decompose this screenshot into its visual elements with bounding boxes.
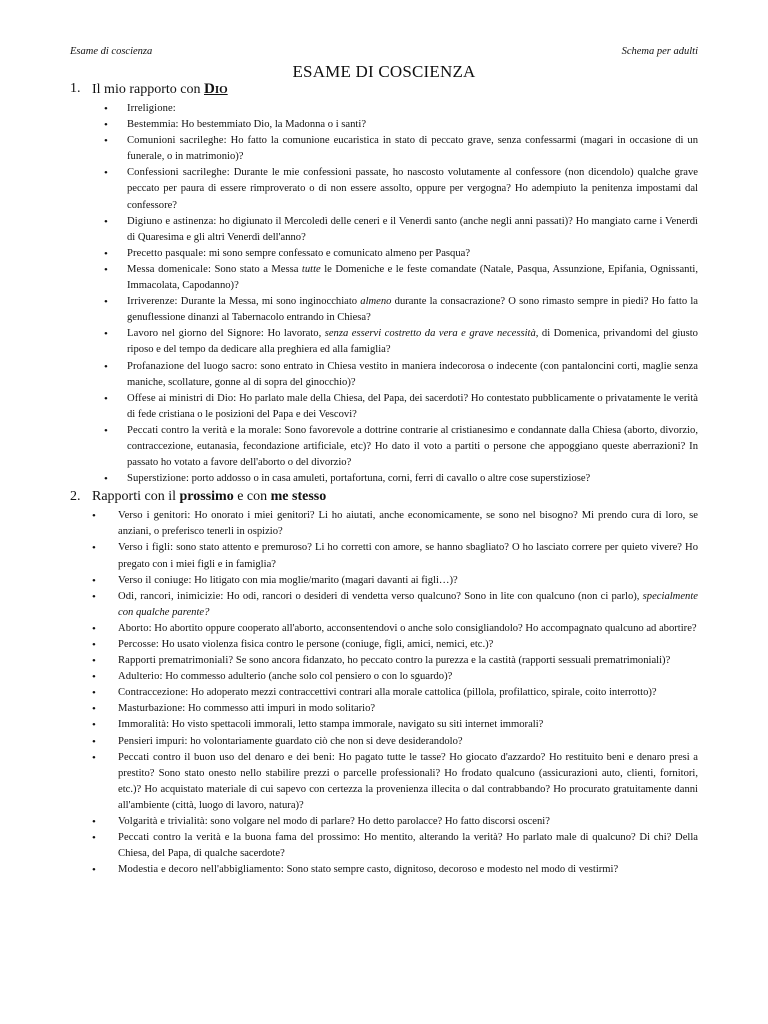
bullet-icon: •	[92, 622, 96, 635]
document-body	[70, 80, 698, 878]
list-item	[70, 326, 698, 358]
list-item	[70, 830, 698, 862]
item-label: Offese ai ministri di Dio:	[127, 392, 237, 404]
section-1-list	[70, 101, 698, 487]
item-label: Peccati contro la verità e la morale:	[127, 424, 282, 436]
item-text: Ho fatto la comunione eucaristica in stato di peccato grave, senza confessarmi (magari in occasione di un funerale, o in matrimonio)?	[127, 135, 698, 163]
list-item	[70, 717, 698, 733]
bullet-icon: •	[104, 296, 108, 309]
list-item	[70, 589, 698, 621]
bullet-icon: •	[92, 832, 96, 845]
item-text-italic: senza esservi costretto da vera e grave necessità,	[324, 328, 539, 340]
section-2-heading-d: me stesso	[270, 489, 327, 505]
bullet-icon: •	[104, 424, 108, 437]
item-label: Confessioni sacrileghe:	[127, 167, 230, 179]
item-text-italic: tutte	[301, 263, 321, 275]
section-2-number: 2.	[70, 489, 81, 505]
item-text: Sono favorevole a dottrine contrarie al cristianesimo e condannate dalla Chiesa (aborto, divorzio, contraccezione, eutanasia, fecondazione artificiale, etc)? Ho dato il voto a partiti o persone che appoggiano queste aberrazioni? In passato ho votato a favore dell'aborto o del divorzio?	[127, 424, 698, 469]
list-item	[70, 101, 698, 117]
item-label: Irreligione:	[127, 103, 176, 114]
item-label: Pensieri impuri:	[118, 735, 188, 747]
section-2-heading-a: Rapporti con il	[92, 489, 180, 505]
item-text: Sono stato a Messa	[211, 263, 302, 275]
item-label: Digiuno e astinenza:	[127, 215, 217, 227]
bullet-icon: •	[92, 510, 96, 523]
list-item	[70, 540, 698, 572]
item-text: sono entrato in Chiesa vestito in maniera indecorosa o indecente (con pantaloncini corti, maglie senza maniche, scollature, gonne al di sopra del ginocchio)?	[127, 360, 698, 388]
item-label: Verso i figli:	[118, 542, 174, 554]
bullet-icon: •	[92, 703, 96, 716]
item-label: Aborto:	[118, 622, 152, 634]
item-text: Ho onorato i miei genitori? Li ho aiutati, anche economicamente, se sono nel bisogno? Mi prendo cura di loro, se anziani, o preferisco tenerli in ospizio?	[118, 510, 698, 538]
item-text: Ho usato violenza fisica contro le persone (coniuge, figli, amici, nemici, etc.)?	[158, 639, 494, 650]
bullet-icon: •	[92, 719, 96, 732]
item-text: Ho odi, rancori o desideri di vendetta verso qualcuno? Sono in lite con qualcuno (non ci parlo),	[223, 590, 643, 602]
bullet-icon: •	[104, 103, 108, 115]
item-label: Rapporti prematrimoniali?	[118, 655, 234, 667]
item-text: durante la consacrazione? O sono rimasto sempre in piedi? Ho fatto la genuflessione dinanzi al Tabernacolo entrando in Chiesa?	[127, 296, 698, 324]
list-item	[70, 133, 698, 165]
item-text: Ho parlato male della Chiesa, del Papa, dei sacerdoti? Ho contestato pubblicamente o privatamente le verità di fede cristiana o le posizioni del Papa e dei Vescovi?	[127, 392, 698, 420]
list-item	[70, 637, 698, 653]
section-2-heading	[70, 488, 698, 506]
list-item	[70, 471, 698, 487]
list-item	[70, 508, 698, 540]
list-item	[70, 621, 698, 637]
item-label: Volgarità e trivialità:	[118, 816, 208, 828]
item-text: Durante la Messa, mi sono inginocchiato	[177, 296, 361, 308]
bullet-icon: •	[104, 167, 108, 180]
header-left: Esame di coscienza	[70, 46, 153, 57]
item-label: Bestemmia:	[127, 119, 179, 131]
list-item	[70, 814, 698, 830]
item-text: le Domeniche e le feste comandate (Natale, Pasqua, Assunzione, Epifania, Ognissanti, Immacolata, Capodanno)?	[127, 263, 699, 292]
list-item	[70, 685, 698, 701]
item-label: Superstizione:	[127, 473, 190, 485]
list-item	[70, 653, 698, 669]
list-item	[70, 701, 698, 717]
bullet-icon: •	[92, 687, 96, 700]
item-label: Adulterio:	[118, 671, 163, 683]
section-1-heading	[70, 80, 698, 99]
list-item	[70, 262, 698, 294]
bullet-icon: •	[92, 671, 96, 684]
list-item	[70, 117, 698, 133]
item-text: porto addosso o in casa amuleti, portafortuna, corni, ferri di cavallo o altre cose superstiziose?	[189, 473, 591, 485]
item-text: Se sono ancora fidanzato, ho peccato contro la purezza e la castità (rapporti sessuali prematrimoniali)?	[233, 655, 671, 667]
item-label: Peccati contro il buon uso del denaro e dei beni:	[118, 751, 335, 763]
list-item	[70, 669, 698, 685]
bullet-icon: •	[92, 574, 96, 587]
item-label: Modestia e decoro nell'abbigliamento:	[118, 864, 284, 876]
item-label: Precetto pasquale:	[127, 247, 207, 259]
bullet-icon: •	[104, 119, 108, 132]
item-text-italic: specialmente con qualche parente?	[118, 590, 698, 618]
item-text: Ho commesso atti impuri in modo solitario?	[185, 703, 376, 715]
bullet-icon: •	[92, 655, 96, 668]
bullet-icon: •	[104, 215, 108, 228]
list-item	[70, 862, 698, 878]
item-label: Verso i genitori:	[118, 510, 191, 522]
item-label: Messa domenicale:	[127, 263, 212, 275]
item-label: Lavoro nel giorno del Signore:	[127, 328, 264, 340]
item-label: Immoralità:	[118, 719, 170, 731]
bullet-icon: •	[92, 816, 96, 829]
item-label: Odi, rancori, inimicizie:	[118, 590, 224, 602]
list-item	[70, 165, 698, 213]
item-text: Durante le mie confessioni passate, ho nascosto volutamente al confessore (non dicendolo) qualche grave peccato per paura di essere rimproverato o di non essere assolto, oppure per vergogna? Ho adempiuto la penitenza impostami dal confessore?	[127, 167, 698, 211]
item-text: Ho litigato con mia moglie/marito (magari davanti ai figli…)?	[191, 574, 458, 586]
section-1-heading-emphasis: Dio	[203, 81, 228, 97]
item-text: mi sono sempre confessato e comunicato almeno per Pasqua?	[206, 247, 471, 259]
item-label: Comunioni sacrileghe:	[127, 135, 227, 147]
bullet-icon: •	[104, 473, 108, 486]
item-label: Irriverenze:	[127, 296, 178, 308]
item-text: Ho commesso adulterio (anche solo col pensiero o con lo sguardo)?	[162, 671, 453, 683]
bullet-icon: •	[104, 247, 108, 260]
list-item	[70, 423, 698, 471]
item-text: Ho mentito, alterando la verità? Ho parlato male di qualcuno? Di chi? Della Chiesa, del Papa, di qualche sacerdote?	[118, 832, 698, 860]
item-text: Ho abortito oppure cooperato all'aborto, acconsentendovi o anche solo consigliandolo? Ho accompagnato qualcuno ad abortire?	[151, 622, 697, 634]
item-label: Profanazione del luogo sacro:	[127, 360, 258, 372]
item-text: Ho lavorato,	[263, 328, 325, 340]
item-text: sono volgare nel modo di parlare? Ho detto parolacce? Ho fatto discorsi osceni?	[207, 816, 550, 828]
list-item	[70, 214, 698, 246]
bullet-icon: •	[104, 328, 108, 341]
section-2-heading-c: e con	[233, 489, 271, 505]
item-label: Contraccezione:	[118, 687, 189, 699]
item-text: ho volontariamente guardato ciò che non si deve desiderandolo?	[187, 735, 463, 747]
item-label: Percosse:	[118, 639, 159, 650]
item-label: Verso il coniuge:	[118, 574, 192, 586]
item-text: Ho adoperato mezzi contraccettivi contrari alla morale cattolica (pillola, profilattico, spirale, coito interrotto)?	[188, 687, 657, 699]
item-label: Masturbazione:	[118, 703, 186, 715]
list-item	[70, 750, 698, 814]
list-item	[70, 573, 698, 589]
bullet-icon: •	[92, 735, 96, 748]
item-text: ho digiunato il Mercoledì delle ceneri e il Venerdì santo (anche negli anni passati)? Ho mangiato carne i Venerdì di Quaresima e gli altri Venerdì dell'anno?	[127, 215, 698, 243]
item-text: Ho bestemmiato Dio, la Madonna o i santi?	[178, 119, 367, 131]
bullet-icon: •	[92, 639, 96, 651]
item-text: sono stato attento e premuroso? Li ho corretti con amore, se hanno sbagliato? O ho lasciato correre per quieto vivere? Ho pregato con i miei figli e in famiglia?	[118, 542, 698, 570]
bullet-icon: •	[104, 392, 108, 405]
bullet-icon: •	[92, 751, 96, 764]
item-text: Sono stato sempre casto, dignitoso, decoroso e modesto nel modo di vestirmi?	[283, 864, 619, 876]
bullet-icon: •	[104, 360, 108, 373]
section-2-heading-b: prossimo	[179, 489, 234, 505]
bullet-icon: •	[92, 590, 96, 603]
list-item	[70, 246, 698, 262]
list-item	[70, 359, 698, 391]
item-text: Ho pagato tutte le tasse? Ho giocato d'azzardo? Ho restituito beni e denaro presi a prestito? Sono stato onesto nello stabilire prezzi o parcelle professionali? Ho frodato qualcuno (assicurazioni auto, clienti, fornitori, etc.)? Ho acquistato materiale di cui sapevo con certezza la provenienza illecita o dal contrabbando? Ho procurato gratuitamente danni all'ambiente (città, luogo di lavoro, natura)?	[118, 751, 698, 811]
item-text: Ho visto spettacoli immorali, letto stampa immorale, navigato su siti internet immorali?	[169, 719, 544, 731]
bullet-icon: •	[104, 135, 108, 148]
section-2-list	[70, 508, 698, 878]
list-item	[70, 391, 698, 423]
bullet-icon: •	[92, 864, 96, 877]
item-label: Peccati contro la verità e la buona fama del prossimo:	[118, 832, 361, 844]
list-item	[70, 734, 698, 750]
bullet-icon: •	[92, 542, 96, 555]
header-right: Schema per adulti	[621, 46, 698, 57]
page-title: ESAME DI COSCIENZA	[292, 62, 476, 81]
list-item	[70, 294, 698, 326]
section-1-heading-text: Il mio rapporto con	[92, 82, 204, 97]
bullet-icon: •	[104, 263, 108, 276]
item-text: di Domenica, privandomi del giusto riposo e del tempo da dedicare alla preghiera ed alla famiglia?	[127, 328, 698, 356]
item-text-italic: almeno	[360, 296, 392, 308]
section-1-number: 1.	[70, 81, 81, 96]
